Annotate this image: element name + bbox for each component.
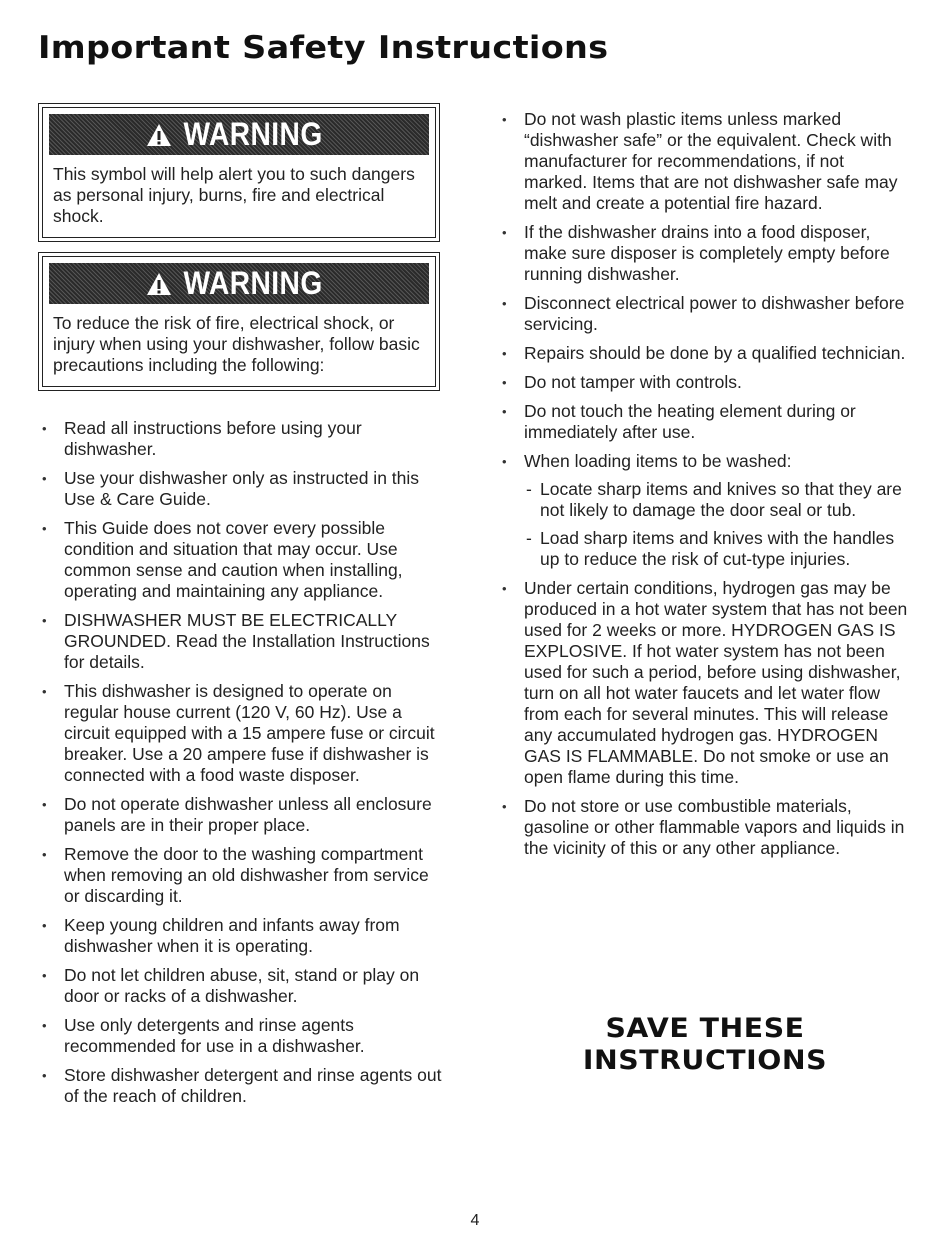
list-item: • Use only detergents and rinse agents recommended for use in a dishwasher. [38,1015,448,1057]
warning-box-precautions [38,252,440,391]
list-item: • Read all instructions before using your dishwasher. [38,418,448,460]
list-item: • If the dishwasher drains into a food disposer, make sure disposer is completely empty before running dishwasher. [498,222,910,285]
list-item: • Disconnect electrical power to dishwasher before servicing. [498,293,910,335]
list-item-loading [498,451,910,570]
list-item: • This dishwasher is designed to operate on regular house current (120 V, 60 Hz). Use a circuit equipped with a 15 ampere fuse or circuit breaker. Use a 20 ampere fuse if dishwasher is connected with a food waste disposer. [38,681,448,786]
list-item: • Use your dishwasher only as instructed in this Use & Care Guide. [38,468,448,510]
page-title: Important Safety Instructions [38,30,609,66]
list-item: • Remove the door to the washing compartment when removing an old dishwasher from service or discarding it. [38,844,448,907]
warning-triangle-icon [146,272,172,296]
save-line: SAVE THESE [605,1013,805,1044]
warning-label: WARNING [183,116,323,152]
list-item: • Under certain conditions, hydrogen gas may be produced in a hot water system that has not been used for 2 weeks or more. HYDROGEN GAS IS EXPLOSIVE. If hot water system has not been used for such a period, before using dishwasher, turn on all hot water faucets and let water flow from each for several minutes. This will release any accumulated hydrogen gas. HYDROGEN GAS IS FLAMMABLE. Do not smoke or use an open flame during this time. [498,578,910,788]
left-safety-list [38,418,448,1115]
list-item: • Do not wash plastic items unless marked “dishwasher safe” or the equivalent. Check with manufacturer for recommendations, if not marked. Items that are not dishwasher safe may melt and create a potential fire hazard. [498,109,910,214]
save-instructions-heading [540,1013,870,1077]
list-item: • This Guide does not cover every possible condition and situation that may occur. Use common sense and caution when installing, operating and maintaining any appliance. [38,518,448,602]
list-item: • Do not touch the heating element during or immediately after use. [498,401,910,443]
right-safety-list [498,109,910,867]
warning-banner [49,263,429,304]
loading-sublist [524,479,910,570]
warning-banner [49,114,429,155]
page-number: 4 [470,1212,480,1229]
loading-intro: When loading items to be washed: [524,451,792,471]
warning-text: This symbol will help alert you to such dangers as personal injury, burns, fire and electrical shock. [53,164,415,226]
list-item: • Store dishwasher detergent and rinse agents out of the reach of children. [38,1065,448,1107]
warning-label: WARNING [183,265,323,301]
warning-triangle-icon [146,123,172,147]
list-item: • Do not store or use combustible materials, gasoline or other flammable vapors and liquids in the vicinity of this or any other appliance. [498,796,910,859]
warning-text: To reduce the risk of fire, electrical shock, or injury when using your dishwasher, follow basic precautions including the following: [53,313,420,375]
sub-list-item: - Locate sharp items and knives so that they are not likely to damage the door seal or tub. [524,479,910,521]
warning-box-symbol [38,103,440,242]
save-line: INSTRUCTIONS [582,1045,828,1076]
list-item: • Do not tamper with controls. [498,372,910,393]
list-item: • Do not let children abuse, sit, stand or play on door or racks of a dishwasher. [38,965,448,1007]
list-item: • Do not operate dishwasher unless all enclosure panels are in their proper place. [38,794,448,836]
sub-list-item: - Load sharp items and knives with the handles up to reduce the risk of cut-type injuries. [524,528,910,570]
list-item: • DISHWASHER MUST BE ELECTRICALLY GROUNDED. Read the Installation Instructions for details. [38,610,448,673]
list-item: • Repairs should be done by a qualified technician. [498,343,910,364]
list-item: • Keep young children and infants away from dishwasher when it is operating. [38,915,448,957]
